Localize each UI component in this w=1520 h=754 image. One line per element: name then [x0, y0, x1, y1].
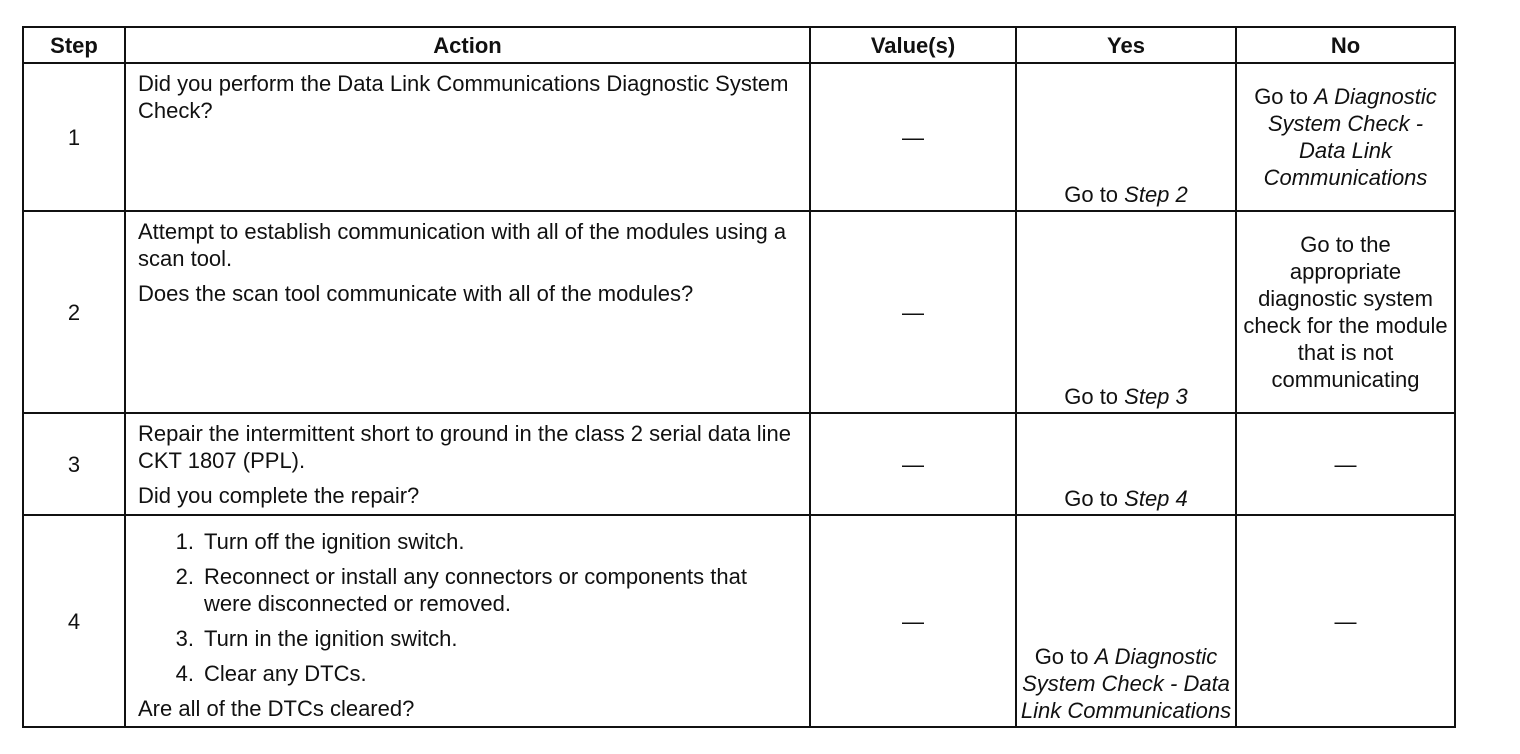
action-question: Did you complete the repair?: [138, 483, 420, 508]
yes-link[interactable]: A Diagnostic System Check - Data Link Communications: [1020, 644, 1232, 723]
list-item: [138, 563, 799, 617]
no-cell: Go to the appropriate diagnostic system check for the module that is not communicating: [1236, 211, 1455, 413]
action-text: Attempt to establish communication with all of the modules using a scan tool.: [138, 219, 787, 271]
action-cell: [125, 515, 810, 727]
no-prefix: Go to: [1254, 84, 1315, 109]
diagnostic-table: [22, 26, 1456, 728]
list-item-number: 2.: [175, 564, 194, 589]
action-text: Repair the intermittent short to ground in the class 2 serial data line CKT 1807 (PPL).: [138, 421, 792, 473]
yes-cell: [1016, 211, 1236, 413]
yes-link[interactable]: Step 4: [1124, 486, 1188, 511]
list-item-number: 4.: [175, 661, 194, 686]
list-item: [138, 625, 799, 652]
action-steps-list: [138, 528, 799, 687]
value-cell: —: [810, 211, 1016, 413]
header-no: No: [1236, 27, 1455, 63]
list-item-text: Turn in the ignition switch.: [204, 626, 458, 651]
step-number: 1: [23, 63, 125, 211]
header-step: Step: [23, 27, 125, 63]
action-question: Are all of the DTCs cleared?: [138, 696, 415, 721]
value-cell: —: [810, 515, 1016, 727]
yes-prefix: Go to: [1064, 384, 1125, 409]
list-item: [138, 528, 799, 555]
action-text: Did you perform the Data Link Communications Diagnostic System Check?: [138, 71, 789, 123]
action-cell: [125, 413, 810, 515]
value-cell: —: [810, 63, 1016, 211]
no-cell: —: [1236, 515, 1455, 727]
list-item-number: 3.: [175, 626, 194, 651]
list-item-text: Turn off the ignition switch.: [204, 529, 465, 554]
table-row: [23, 413, 1455, 515]
no-cell: [1236, 63, 1455, 211]
header-row: [23, 27, 1455, 63]
step-number: 3: [23, 413, 125, 515]
table-row: [23, 515, 1455, 727]
list-item: [138, 660, 799, 687]
yes-cell: [1016, 515, 1236, 727]
action-question: Does the scan tool communicate with all of the modules?: [138, 281, 694, 306]
yes-link[interactable]: Step 2: [1124, 182, 1188, 207]
header-values: Value(s): [810, 27, 1016, 63]
yes-link[interactable]: Step 3: [1124, 384, 1188, 409]
header-action: Action: [125, 27, 810, 63]
table-row: [23, 211, 1455, 413]
header-yes: Yes: [1016, 27, 1236, 63]
yes-prefix: Go to: [1034, 644, 1095, 669]
step-number: 4: [23, 515, 125, 727]
table-row: [23, 63, 1455, 211]
action-cell: [125, 211, 810, 413]
value-cell: —: [810, 413, 1016, 515]
yes-cell: [1016, 63, 1236, 211]
list-item-text: Clear any DTCs.: [204, 661, 367, 686]
yes-prefix: Go to: [1064, 486, 1125, 511]
action-cell: [125, 63, 810, 211]
yes-cell: [1016, 413, 1236, 515]
no-cell: —: [1236, 413, 1455, 515]
list-item-text: Reconnect or install any connectors or components that were disconnected or removed.: [204, 564, 747, 616]
list-item-number: 1.: [175, 529, 194, 554]
step-number: 2: [23, 211, 125, 413]
no-link[interactable]: A Diagnostic System Check - Data Link Communications: [1263, 84, 1437, 190]
diagnostic-table-wrapper: [22, 26, 1454, 728]
yes-prefix: Go to: [1064, 182, 1125, 207]
